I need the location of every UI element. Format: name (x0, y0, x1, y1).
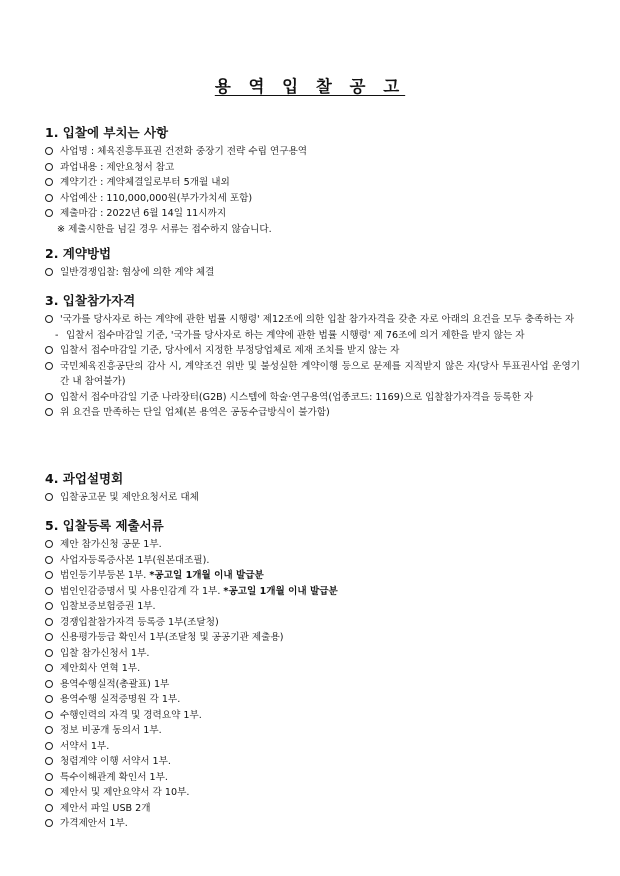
list-item: 제안 참가신청 공문 1부. (45, 537, 580, 553)
list-item: 위 요건을 만족하는 단일 업체(본 용역은 공동수급방식이 불가함) (45, 405, 580, 421)
circle-bullet-icon (45, 315, 53, 323)
list-item: 용역수행실적(총괄표) 1부 (45, 677, 580, 693)
deadline-note: ※ 제출시한을 넘길 경우 서류는 접수하지 않습니다. (57, 223, 272, 235)
list-item: 서약서 1부. (45, 739, 580, 755)
circle-bullet-icon (45, 757, 53, 765)
list-item: 정보 비공개 동의서 1부. (45, 723, 580, 739)
circle-bullet-icon (45, 742, 53, 750)
circle-bullet-icon (45, 163, 53, 171)
circle-bullet-icon (45, 711, 53, 719)
list-item: 과업내용 : 제안요청서 참고 (45, 160, 580, 176)
list-item: 제안회사 연혁 1부. (45, 661, 580, 677)
circle-bullet-icon (45, 695, 53, 703)
list-item: 가격제안서 1부. (45, 816, 580, 832)
list-item: 사업자등록증사본 1부(원본대조필). (45, 553, 580, 569)
section-contract-method (45, 244, 580, 281)
sub-item: - 입찰서 접수마감일 기준, '국가를 당사자로 하는 계약에 관한 법률 시행령' 제 76조에 의거 제한을 받지 않는 자 (55, 329, 525, 341)
section-heading: 5. 입찰등록 제출서류 (45, 518, 164, 533)
list-item: 입찰서 접수마감일 기준 나라장터(G2B) 시스템에 학술·연구용역(업종코드: 1169)으로 입찰참가자격을 등록한 자 (45, 390, 580, 406)
list-item: 입찰공고문 및 제안요청서로 대체 (45, 490, 580, 506)
list-item: 사업명 : 체육진흥투표권 건전화 중장기 전략 수립 연구용역 (45, 144, 580, 160)
circle-bullet-icon (45, 664, 53, 672)
list-item: 법인인감증명서 및 사용인감계 각 1부. *공고일 1개월 이내 발급분 (45, 584, 580, 600)
circle-bullet-icon (45, 680, 53, 688)
section-briefing (45, 469, 580, 506)
circle-bullet-icon (45, 209, 53, 217)
list-item: 수행인력의 자격 및 경력요약 1부. (45, 708, 580, 724)
list-item: 입찰서 접수마감일 기준, 당사에서 지정한 부정당업체로 제재 조치를 받지 않는 자 (45, 343, 580, 359)
circle-bullet-icon (45, 540, 53, 548)
list-item: 법인등기부등본 1부. *공고일 1개월 이내 발급분 (45, 568, 580, 584)
list-item: 신용평가등급 확인서 1부(조달청 및 공공기관 제출용) (45, 630, 580, 646)
circle-bullet-icon (45, 649, 53, 657)
circle-bullet-icon (45, 602, 53, 610)
section-documents (45, 516, 580, 832)
circle-bullet-icon (45, 556, 53, 564)
list-item: 특수이해관계 확인서 1부. (45, 770, 580, 786)
list-item: '국가를 당사자로 하는 계약에 관한 법률 시행령' 제12조에 의한 입찰 참가자격을 갖춘 자로 아래의 요건을 모두 충족하는 자 (45, 312, 580, 328)
circle-bullet-icon (45, 362, 53, 370)
circle-bullet-icon (45, 393, 53, 401)
circle-bullet-icon (45, 571, 53, 579)
circle-bullet-icon (45, 408, 53, 416)
section-heading: 2. 계약방법 (45, 246, 112, 261)
circle-bullet-icon (45, 788, 53, 796)
list-item: 제안서 및 제안요약서 각 10부. (45, 785, 580, 801)
circle-bullet-icon (45, 587, 53, 595)
section-bid-items (45, 123, 580, 237)
list-item: 제안서 파일 USB 2개 (45, 801, 580, 817)
circle-bullet-icon (45, 633, 53, 641)
list-item: 입찰 참가신청서 1부. (45, 646, 580, 662)
list-item: 입찰보증보험증권 1부. (45, 599, 580, 615)
list-item: 청렴계약 이행 서약서 1부. (45, 754, 580, 770)
circle-bullet-icon (45, 346, 53, 354)
circle-bullet-icon (45, 819, 53, 827)
circle-bullet-icon (45, 726, 53, 734)
section-heading: 1. 입찰에 부치는 사항 (45, 125, 169, 140)
section-heading: 4. 과업설명회 (45, 471, 124, 486)
list-item: 일반경쟁입찰: 협상에 의한 계약 체결 (45, 265, 580, 281)
page-title: 용 역 입 찰 공 고 (214, 77, 406, 96)
section-heading: 3. 입찰참가자격 (45, 293, 136, 308)
list-item: 국민체육진흥공단의 감사 시, 계약조건 위반 및 불성실한 계약이행 등으로 문제를 지적받지 않은 자(당사 투표권사업 운영기간 내 참여불가) (45, 359, 580, 390)
circle-bullet-icon (45, 618, 53, 626)
circle-bullet-icon (45, 194, 53, 202)
list-item: 경쟁입찰참가자격 등록증 1부(조달청) (45, 615, 580, 631)
list-item: 사업예산 : 110,000,000원(부가가치세 포함) (45, 191, 580, 207)
circle-bullet-icon (45, 773, 53, 781)
circle-bullet-icon (45, 804, 53, 812)
circle-bullet-icon (45, 493, 53, 501)
circle-bullet-icon (45, 178, 53, 186)
list-item: 제출마감 : 2022년 6월 14일 11시까지 (45, 206, 580, 222)
circle-bullet-icon (45, 147, 53, 155)
section-eligibility (45, 291, 580, 421)
list-item: 계약기간 : 계약체결일로부터 5개월 내외 (45, 175, 580, 191)
list-item: 용역수행 실적증명원 각 1부. (45, 692, 580, 708)
circle-bullet-icon (45, 268, 53, 276)
